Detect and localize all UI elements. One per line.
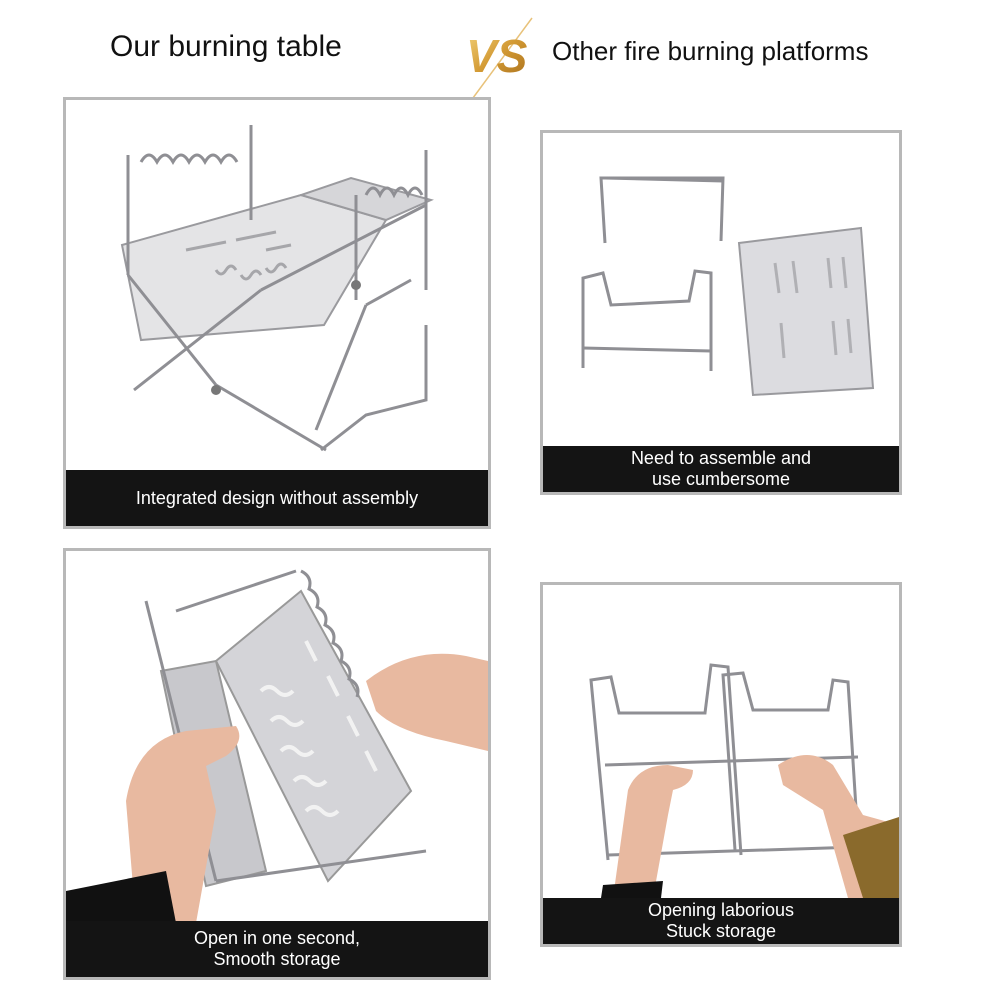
caption-open-in-one-second	[66, 921, 488, 977]
caption-line: Open in one second,	[193, 928, 361, 948]
caption-opening-laborious	[543, 898, 899, 944]
caption-integrated-design	[66, 470, 488, 526]
caption-line: Opening laborious	[647, 900, 795, 920]
opening-table-hands-image	[66, 551, 488, 923]
other-platforms-title: Other fire burning platforms	[552, 36, 869, 66]
our-burning-table-title: Our burning table	[110, 30, 342, 63]
caption-line: Need to assemble and	[630, 448, 812, 468]
caption-line: use cumbersome	[651, 469, 791, 489]
panel-our-table-opening	[63, 548, 491, 980]
panel-other-disassembled	[540, 130, 902, 495]
caption-line: Stuck storage	[665, 921, 777, 941]
caption-line: Smooth storage	[213, 949, 341, 969]
panel-our-table-integrated	[63, 97, 491, 529]
panel-other-laborious	[540, 582, 902, 947]
vs-logo	[462, 14, 542, 104]
laborious-opening-image	[543, 585, 899, 898]
disassembled-parts-image	[543, 133, 899, 446]
folding-burning-table-image	[66, 100, 488, 472]
caption-line: Integrated design without assembly	[135, 487, 419, 508]
svg-text:VS: VS	[466, 30, 528, 82]
caption-need-to-assemble	[543, 446, 899, 492]
